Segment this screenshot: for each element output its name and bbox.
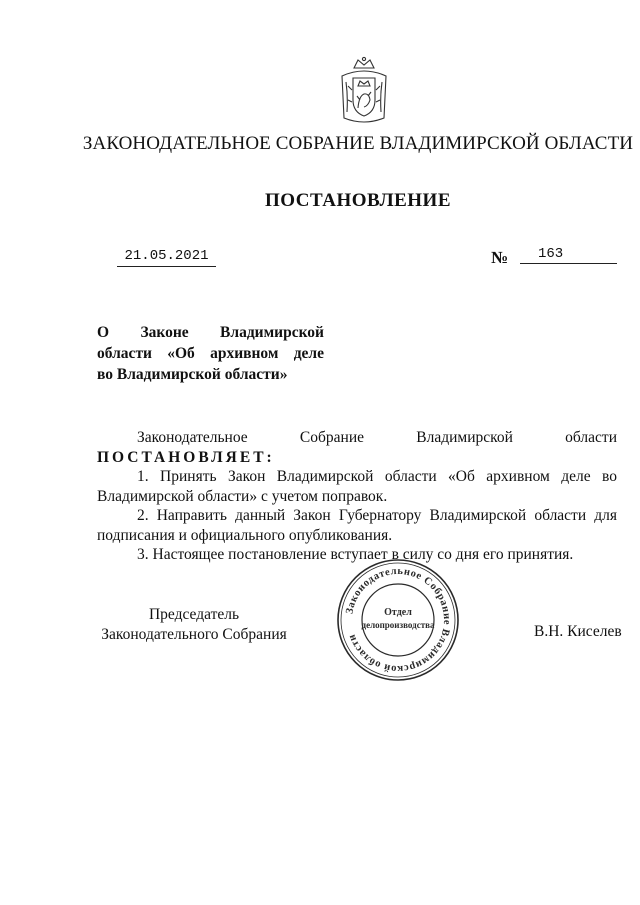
signatory-title (97, 605, 291, 645)
document-type-heading: ПОСТАНОВЛЕНИЕ (264, 190, 452, 211)
body-item: 1. Принять Закон Владимирской области «Об архивном деле во Владимирской области» с учетом поправок. (97, 468, 617, 505)
document-number: 163 (520, 245, 617, 264)
subject-line: О Законе Владимирской (97, 324, 324, 341)
number-label: № (491, 248, 509, 267)
document-date: 21.05.2021 (117, 247, 216, 267)
body-item: 3. Настоящее постановление вступает в силу со дня его принятия. (137, 546, 574, 563)
official-stamp (335, 557, 461, 683)
document-subject (97, 322, 324, 385)
signatory-title-line: Председатель (148, 606, 240, 623)
subject-line: области «Об архивном деле (97, 345, 324, 362)
document-body (97, 428, 617, 565)
signatory-title-line: Законодательного Собрания (101, 626, 287, 643)
stamp-center-text: Отдел (384, 607, 412, 618)
subject-line: во Владимирской области» (97, 366, 288, 383)
organization-title: ЗАКОНОДАТЕЛЬНОЕ СОБРАНИЕ ВЛАДИМИРСКОЙ ОБЛАСТИ (82, 133, 634, 154)
stamp-center-text: делопроизводства (361, 620, 435, 630)
stamp-outer-text: Законодательное Собрание Владимирской области (344, 565, 453, 675)
coat-of-arms-icon (338, 56, 390, 126)
resolves-heading: ПОСТАНОВЛЯЕТ: (97, 448, 275, 466)
body-item: 2. Направить данный Закон Губернатору Владимирской области для подписания и официального опубликования. (97, 507, 617, 544)
body-intro: Законодательное Собрание Владимирской области (137, 429, 617, 446)
signatory-name: В.Н. Киселев (534, 623, 622, 640)
